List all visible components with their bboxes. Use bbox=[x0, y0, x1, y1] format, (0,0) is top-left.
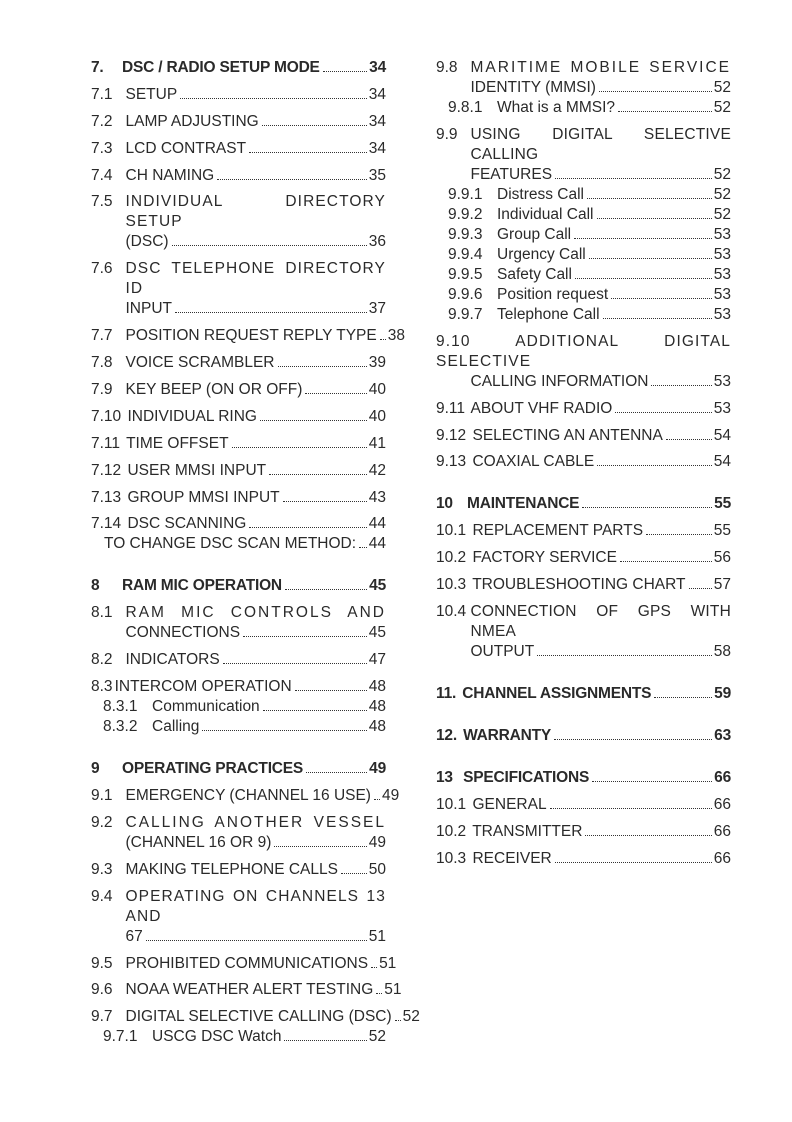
toc-entry-page: 52 bbox=[713, 99, 731, 116]
toc-entry-page: 45 bbox=[369, 577, 386, 595]
toc-entry[interactable] bbox=[436, 726, 731, 746]
toc-entry-title: USING DIGITAL SELECTIVE CALLING bbox=[470, 125, 731, 163]
toc-entry-number: 8.2 bbox=[91, 651, 113, 669]
toc-entry-number: 9.9.2 bbox=[448, 205, 483, 223]
dot-leader bbox=[278, 366, 367, 367]
toc-entry-page: 66 bbox=[713, 795, 731, 813]
toc-entry-title: Group Call bbox=[497, 225, 572, 243]
toc-entry[interactable] bbox=[436, 265, 731, 285]
toc-entry[interactable] bbox=[91, 1027, 386, 1047]
toc-entry-number: 8.3.2 bbox=[103, 718, 138, 736]
toc-entry-page: 35 bbox=[368, 166, 386, 184]
toc-entry-title: GENERAL bbox=[472, 795, 547, 813]
toc-entry-page: 57 bbox=[713, 576, 731, 594]
toc-entry-title: VOICE SCRAMBLER bbox=[125, 354, 275, 372]
toc-entry-title: TIME OFFSET bbox=[126, 434, 229, 452]
toc-entry-number: 9.8.1 bbox=[448, 99, 483, 116]
toc-entry-title: TO CHANGE DSC SCAN METHOD: bbox=[104, 535, 357, 553]
dot-leader bbox=[202, 730, 366, 731]
toc-entry-title: INTERCOM OPERATION bbox=[114, 678, 292, 696]
toc-entry-title: 9.10 ADDITIONAL DIGITAL SELECTIVE bbox=[436, 332, 731, 370]
toc-entry-page: 55 bbox=[713, 522, 731, 540]
toc-entry-page: 52 bbox=[713, 79, 731, 96]
toc-entry-number: 9.3 bbox=[91, 860, 113, 878]
toc-entry-title: OPERATING PRACTICES bbox=[122, 760, 304, 778]
dot-leader bbox=[555, 178, 712, 179]
toc-entry-page: 48 bbox=[368, 718, 386, 736]
toc-entry-title: CALLING ANOTHER VESSEL bbox=[125, 813, 386, 831]
toc-entry[interactable] bbox=[436, 305, 731, 325]
toc-entry-page: 53 bbox=[713, 399, 731, 417]
dot-leader bbox=[263, 710, 367, 711]
toc-entry[interactable] bbox=[91, 192, 386, 252]
toc-entry-page: 59 bbox=[714, 685, 731, 703]
toc-entry-page: 36 bbox=[368, 233, 386, 251]
toc-entry-page: 52 bbox=[368, 1028, 386, 1046]
dot-leader bbox=[689, 588, 712, 589]
toc-entry-number: 7.2 bbox=[91, 112, 113, 130]
toc-entry[interactable] bbox=[436, 684, 731, 704]
toc-entry[interactable] bbox=[436, 768, 731, 788]
toc-entry-title-continued: CONNECTIONS bbox=[125, 624, 241, 642]
dot-leader bbox=[555, 862, 712, 863]
toc-entry[interactable] bbox=[436, 225, 731, 245]
toc-entry-number: 7.12 bbox=[91, 461, 122, 479]
toc-entry-title: MAKING TELEPHONE CALLS bbox=[125, 860, 338, 878]
toc-entry-page: 39 bbox=[368, 354, 386, 372]
toc-entry[interactable] bbox=[91, 58, 386, 78]
toc-entry-number: 7.1 bbox=[91, 85, 113, 103]
toc-entry-number: 9.1 bbox=[91, 787, 113, 805]
toc-entry-number: 9.4 bbox=[91, 887, 113, 905]
toc-entry[interactable] bbox=[91, 677, 386, 697]
toc-entry-title: Individual Call bbox=[497, 205, 594, 223]
dot-leader bbox=[269, 474, 367, 475]
dot-leader bbox=[374, 799, 380, 800]
toc-entry-number: 9.7.1 bbox=[103, 1028, 138, 1046]
dot-leader bbox=[597, 218, 712, 219]
toc-entry-title-continued: OUTPUT bbox=[470, 643, 535, 661]
toc-entry[interactable] bbox=[436, 494, 731, 514]
toc-entry[interactable] bbox=[91, 860, 386, 880]
toc-entry-number: 7.10 bbox=[91, 407, 122, 425]
dot-leader bbox=[376, 993, 382, 994]
toc-entry-page: 43 bbox=[368, 488, 386, 506]
toc-entry-title: DSC SCANNING bbox=[127, 515, 247, 533]
toc-entry-title: DSC TELEPHONE DIRECTORY ID bbox=[125, 260, 386, 298]
toc-entry[interactable] bbox=[436, 98, 731, 118]
toc-entry[interactable] bbox=[91, 887, 386, 947]
toc-entry-title: RAM MIC CONTROLS AND bbox=[125, 604, 386, 622]
toc-entry-page: 49 bbox=[368, 833, 386, 851]
toc-entry-number: 13 bbox=[436, 769, 453, 787]
toc-entry-title: COAXIAL CABLE bbox=[472, 453, 595, 471]
toc-entry-title: SELECTING AN ANTENNA bbox=[472, 426, 663, 444]
toc-entry-page: 49 bbox=[369, 760, 386, 778]
dot-leader bbox=[666, 439, 712, 440]
toc-entry[interactable] bbox=[91, 380, 386, 400]
toc-entry-page: 44 bbox=[368, 535, 386, 553]
toc-entry-title: SETUP bbox=[125, 85, 178, 103]
toc-entry[interactable] bbox=[436, 205, 731, 225]
toc-entry-number: 9.9.4 bbox=[448, 245, 483, 263]
toc-entry-page: 53 bbox=[713, 245, 731, 263]
toc-entry-number: 9.9.7 bbox=[448, 305, 483, 323]
dot-leader bbox=[554, 739, 712, 740]
dot-leader bbox=[646, 534, 712, 535]
dot-leader bbox=[243, 636, 367, 637]
toc-entry-number: 9.13 bbox=[436, 453, 467, 471]
toc-entry-page: 42 bbox=[368, 461, 386, 479]
toc-entry[interactable] bbox=[91, 112, 386, 132]
toc-entry-page: 52 bbox=[713, 165, 731, 183]
toc-entry-title: DSC / RADIO SETUP MODE bbox=[122, 59, 320, 76]
toc-entry-title: Urgency Call bbox=[497, 245, 586, 263]
toc-entry-title: EMERGENCY (CHANNEL 16 USE) bbox=[125, 787, 371, 805]
toc-entry-number: 9.5 bbox=[91, 954, 113, 972]
toc-entry-page: 55 bbox=[714, 495, 731, 513]
toc-entry-title: GROUP MMSI INPUT bbox=[127, 488, 280, 506]
toc-entry-number: 9.6 bbox=[91, 981, 113, 999]
toc-entry-page: 53 bbox=[713, 285, 731, 303]
dot-leader bbox=[262, 125, 367, 126]
dot-leader bbox=[232, 447, 367, 448]
toc-entry-title: MARITIME MOBILE SERVICE bbox=[470, 59, 731, 76]
toc-entry-number: 9.9.3 bbox=[448, 225, 483, 243]
dot-leader bbox=[582, 507, 712, 508]
dot-leader bbox=[599, 91, 712, 92]
toc-entry-title: CH NAMING bbox=[125, 166, 215, 184]
toc-entry-page: 54 bbox=[713, 426, 731, 444]
dot-leader bbox=[574, 238, 712, 239]
toc-entry[interactable] bbox=[91, 139, 386, 159]
toc-entry-page: 40 bbox=[368, 381, 386, 399]
toc-entry-title: INDIVIDUAL RING bbox=[127, 407, 257, 425]
toc-entry-number: 7.9 bbox=[91, 381, 113, 399]
toc-entry-title: What is a MMSI? bbox=[497, 99, 615, 116]
dot-leader bbox=[175, 312, 367, 313]
toc-entry[interactable] bbox=[436, 285, 731, 305]
toc-entry[interactable] bbox=[91, 786, 400, 806]
toc-entry-page: 52 bbox=[402, 1008, 420, 1026]
toc-entry-page: 49 bbox=[381, 787, 400, 805]
dot-leader bbox=[217, 179, 367, 180]
toc-entry-page: 37 bbox=[368, 300, 386, 318]
dot-leader bbox=[371, 967, 377, 968]
dot-leader bbox=[249, 152, 367, 153]
dot-leader bbox=[550, 808, 712, 809]
toc-entry-page: 34 bbox=[368, 139, 386, 157]
dot-leader bbox=[611, 298, 712, 299]
toc-entry-title: SPECIFICATIONS bbox=[463, 769, 590, 787]
toc-entry-title: CHANNEL ASSIGNMENTS bbox=[462, 685, 652, 703]
toc-entry-page: 51 bbox=[368, 927, 386, 945]
toc-entry-title: REPLACEMENT PARTS bbox=[472, 522, 644, 540]
toc-entry-title-continued: CALLING INFORMATION bbox=[470, 372, 649, 390]
dot-leader bbox=[172, 245, 367, 246]
toc-entry[interactable] bbox=[436, 575, 731, 595]
toc-entry-number: 11. bbox=[436, 685, 457, 703]
toc-entry-page: 40 bbox=[368, 407, 386, 425]
toc-entry-number: 9 bbox=[91, 760, 100, 778]
dot-leader bbox=[260, 420, 367, 421]
dot-leader bbox=[223, 663, 367, 664]
toc-entry[interactable] bbox=[436, 125, 731, 185]
toc-entry-title: LCD CONTRAST bbox=[125, 139, 247, 157]
toc-entry-title: OPERATING ON CHANNELS 13 AND bbox=[125, 887, 386, 925]
toc-entry-title-continued: 67 bbox=[125, 927, 143, 945]
toc-entry-page: 58 bbox=[713, 643, 731, 661]
dot-leader bbox=[295, 690, 367, 691]
toc-entry-number: 10.1 bbox=[436, 795, 467, 813]
toc-entry-title: INDIVIDUAL DIRECTORY SETUP bbox=[125, 193, 386, 231]
toc-entry-number: 7. bbox=[91, 59, 104, 76]
dot-leader bbox=[651, 385, 711, 386]
toc-entry-number: 7.14 bbox=[91, 515, 122, 533]
toc-entry-number: 9.7 bbox=[91, 1008, 113, 1026]
toc-entry-title: WARRANTY bbox=[463, 727, 552, 745]
toc-entry-number: 10.3 bbox=[436, 576, 467, 594]
dot-leader bbox=[585, 835, 711, 836]
toc-entry-page: 54 bbox=[713, 453, 731, 471]
dot-leader bbox=[305, 393, 366, 394]
dot-leader bbox=[654, 697, 712, 698]
toc-entry[interactable] bbox=[91, 717, 386, 737]
toc-entry-page: 41 bbox=[368, 434, 386, 452]
toc-entry[interactable] bbox=[91, 576, 386, 596]
toc-entry-number: 8 bbox=[91, 577, 100, 595]
dot-leader bbox=[380, 339, 386, 340]
toc-entry[interactable] bbox=[436, 245, 731, 265]
toc-entry-number: 10.4 bbox=[436, 603, 467, 621]
toc-entry-number: 10.2 bbox=[436, 549, 467, 567]
toc-entry[interactable] bbox=[91, 166, 386, 186]
dot-leader bbox=[180, 98, 367, 99]
toc-entry[interactable] bbox=[91, 603, 386, 643]
toc-entry[interactable] bbox=[436, 399, 731, 419]
toc-entry[interactable] bbox=[436, 58, 731, 98]
toc-entry-number: 10 bbox=[436, 495, 453, 513]
toc-entry-page: 44 bbox=[368, 515, 386, 533]
toc-entry-title: TROUBLESHOOTING CHART bbox=[472, 576, 686, 594]
toc-entry-number: 7.5 bbox=[91, 193, 113, 211]
toc-entry-title: POSITION REQUEST REPLY TYPE bbox=[125, 327, 377, 345]
toc-entry[interactable] bbox=[91, 85, 386, 105]
toc-entry-number: 9.11 bbox=[436, 399, 466, 417]
toc-entry-number: 10.2 bbox=[436, 822, 467, 840]
toc-entry[interactable] bbox=[91, 759, 386, 779]
toc-entry-title: KEY BEEP (ON OR OFF) bbox=[125, 381, 303, 399]
toc-entry-page: 48 bbox=[368, 678, 386, 696]
toc-entry[interactable] bbox=[436, 426, 731, 446]
toc-entry-page: 53 bbox=[713, 372, 731, 390]
toc-entry[interactable] bbox=[91, 461, 386, 481]
toc-entry[interactable] bbox=[436, 521, 731, 541]
toc-right-column bbox=[436, 58, 731, 876]
toc-entry[interactable] bbox=[91, 488, 386, 508]
toc-entry[interactable] bbox=[91, 326, 405, 346]
toc-entry[interactable] bbox=[91, 813, 386, 853]
toc-entry[interactable] bbox=[91, 407, 386, 427]
toc-entry-page: 53 bbox=[713, 305, 731, 323]
toc-entry-title: PROHIBITED COMMUNICATIONS bbox=[125, 954, 369, 972]
dot-leader bbox=[285, 589, 367, 590]
toc-entry-page: 52 bbox=[713, 205, 731, 223]
dot-leader bbox=[284, 1040, 366, 1041]
dot-leader bbox=[323, 71, 367, 72]
toc-entry-title: USCG DSC Watch bbox=[152, 1028, 282, 1046]
toc-entry-title-continued: INPUT bbox=[125, 300, 172, 318]
toc-entry-title: DIGITAL SELECTIVE CALLING (DSC) bbox=[125, 1008, 392, 1026]
toc-entry-number: 7.6 bbox=[91, 260, 113, 278]
toc-entry-page: 66 bbox=[713, 822, 731, 840]
toc-entry-number: 9.9.1 bbox=[448, 185, 483, 203]
toc-entry-title: INDICATORS bbox=[125, 651, 220, 669]
toc-entry-title: RECEIVER bbox=[472, 849, 552, 867]
toc-entry[interactable] bbox=[91, 1007, 420, 1027]
toc-entry-number: 9.9.5 bbox=[448, 265, 483, 283]
dot-leader bbox=[589, 258, 712, 259]
dot-leader bbox=[359, 547, 367, 548]
toc-entry[interactable] bbox=[91, 980, 402, 1000]
toc-entry-title-continued: (DSC) bbox=[125, 233, 169, 251]
toc-entry[interactable] bbox=[91, 534, 386, 554]
toc-entry-number: 9.8 bbox=[436, 59, 458, 76]
toc-entry-number: 9.2 bbox=[91, 813, 113, 831]
toc-entry-title: TRANSMITTER bbox=[472, 822, 583, 840]
dot-leader bbox=[341, 873, 367, 874]
toc-entry-page: 56 bbox=[713, 549, 731, 567]
toc-entry[interactable] bbox=[91, 353, 386, 373]
toc-entry-number: 9.12 bbox=[436, 426, 467, 444]
toc-entry-title-continued: (CHANNEL 16 OR 9) bbox=[125, 833, 272, 851]
toc-entry-number: 8.3 bbox=[91, 678, 113, 696]
toc-entry-title: LAMP ADJUSTING bbox=[125, 112, 259, 130]
toc-entry-title: MAINTENANCE bbox=[467, 495, 580, 513]
dot-leader bbox=[306, 772, 367, 773]
toc-entry-page: 63 bbox=[714, 727, 731, 745]
toc-entry-title: FACTORY SERVICE bbox=[472, 549, 617, 567]
toc-entry-page: 66 bbox=[713, 849, 731, 867]
toc-entry[interactable] bbox=[436, 452, 731, 472]
toc-entry[interactable] bbox=[436, 185, 731, 205]
dot-leader bbox=[537, 655, 712, 656]
toc-entry[interactable] bbox=[91, 650, 386, 670]
toc-entry-title: NOAA WEATHER ALERT TESTING bbox=[125, 981, 374, 999]
toc-entry-title: Telephone Call bbox=[497, 305, 600, 323]
dot-leader bbox=[603, 318, 712, 319]
toc-entry-number: 10.1 bbox=[436, 522, 467, 540]
toc-entry-number: 7.4 bbox=[91, 166, 113, 184]
toc-entry[interactable] bbox=[436, 602, 731, 662]
dot-leader bbox=[146, 940, 367, 941]
toc-entry-page: 53 bbox=[713, 225, 731, 243]
toc-left-column bbox=[91, 58, 420, 1054]
toc-entry-title: Distress Call bbox=[497, 185, 584, 203]
toc-entry-number: 12. bbox=[436, 727, 457, 745]
toc-entry-number: 9.9 bbox=[436, 125, 458, 143]
toc-entry[interactable] bbox=[91, 954, 397, 974]
toc-entry[interactable] bbox=[91, 514, 386, 534]
toc-entry-title: Calling bbox=[152, 718, 200, 736]
toc-entry-title: Safety Call bbox=[497, 265, 572, 283]
toc-entry-number: 10.3 bbox=[436, 849, 467, 867]
toc-entry-title: ABOUT VHF RADIO bbox=[470, 399, 613, 417]
toc-entry[interactable] bbox=[436, 849, 731, 869]
toc-entry-number: 8.1 bbox=[91, 604, 113, 622]
toc-entry-number: 9.10 bbox=[436, 332, 471, 350]
toc-entry-page: 51 bbox=[379, 954, 397, 972]
toc-entry-page: 34 bbox=[368, 85, 386, 103]
toc-entry[interactable] bbox=[91, 259, 386, 319]
toc-entry-number: 7.8 bbox=[91, 354, 113, 372]
toc-entry-page: 51 bbox=[384, 981, 402, 999]
toc-entry-number: 7.3 bbox=[91, 139, 113, 157]
toc-entry-number: 7.13 bbox=[91, 488, 122, 506]
toc-entry-title: Position request bbox=[497, 285, 609, 303]
toc-entry-page: 47 bbox=[368, 651, 386, 669]
toc-entry-page: 38 bbox=[387, 327, 405, 345]
toc-entry-title: RAM MIC OPERATION bbox=[122, 577, 282, 595]
toc-entry-page: 52 bbox=[713, 185, 731, 203]
dot-leader bbox=[587, 198, 712, 199]
toc-entry-number: 8.3.1 bbox=[103, 698, 138, 716]
toc-entry[interactable] bbox=[436, 332, 731, 392]
toc-entry-page: 34 bbox=[369, 59, 386, 76]
dot-leader bbox=[249, 527, 366, 528]
toc-entry-page: 66 bbox=[714, 769, 731, 787]
dot-leader bbox=[618, 111, 712, 112]
toc-entry-page: 53 bbox=[713, 265, 731, 283]
toc-entry-number: 9.9.6 bbox=[448, 285, 483, 303]
dot-leader bbox=[395, 1020, 401, 1021]
toc-entry-title-continued: FEATURES bbox=[470, 165, 553, 183]
toc-entry-title: USER MMSI INPUT bbox=[127, 461, 267, 479]
toc-entry-page: 34 bbox=[368, 112, 386, 130]
dot-leader bbox=[592, 781, 712, 782]
toc-entry[interactable] bbox=[91, 434, 386, 454]
toc-entry-title: CONNECTION OF GPS WITH NMEA bbox=[470, 603, 731, 641]
toc-entry-page: 50 bbox=[368, 860, 386, 878]
toc-entry-number: 7.7 bbox=[91, 327, 113, 345]
toc-entry-title: Communication bbox=[152, 698, 260, 716]
dot-leader bbox=[620, 561, 712, 562]
toc-entry[interactable] bbox=[436, 548, 731, 568]
toc-entry[interactable] bbox=[436, 795, 731, 815]
toc-entry[interactable] bbox=[91, 697, 386, 717]
toc-entry-title-continued: IDENTITY (MMSI) bbox=[470, 79, 596, 96]
toc-entry[interactable] bbox=[436, 822, 731, 842]
toc-entry-page: 45 bbox=[368, 624, 386, 642]
dot-leader bbox=[274, 846, 366, 847]
dot-leader bbox=[597, 465, 712, 466]
toc-entry-number: 7.11 bbox=[91, 434, 121, 452]
toc-entry-page: 48 bbox=[368, 698, 386, 716]
dot-leader bbox=[615, 412, 711, 413]
dot-leader bbox=[575, 278, 712, 279]
dot-leader bbox=[283, 501, 367, 502]
